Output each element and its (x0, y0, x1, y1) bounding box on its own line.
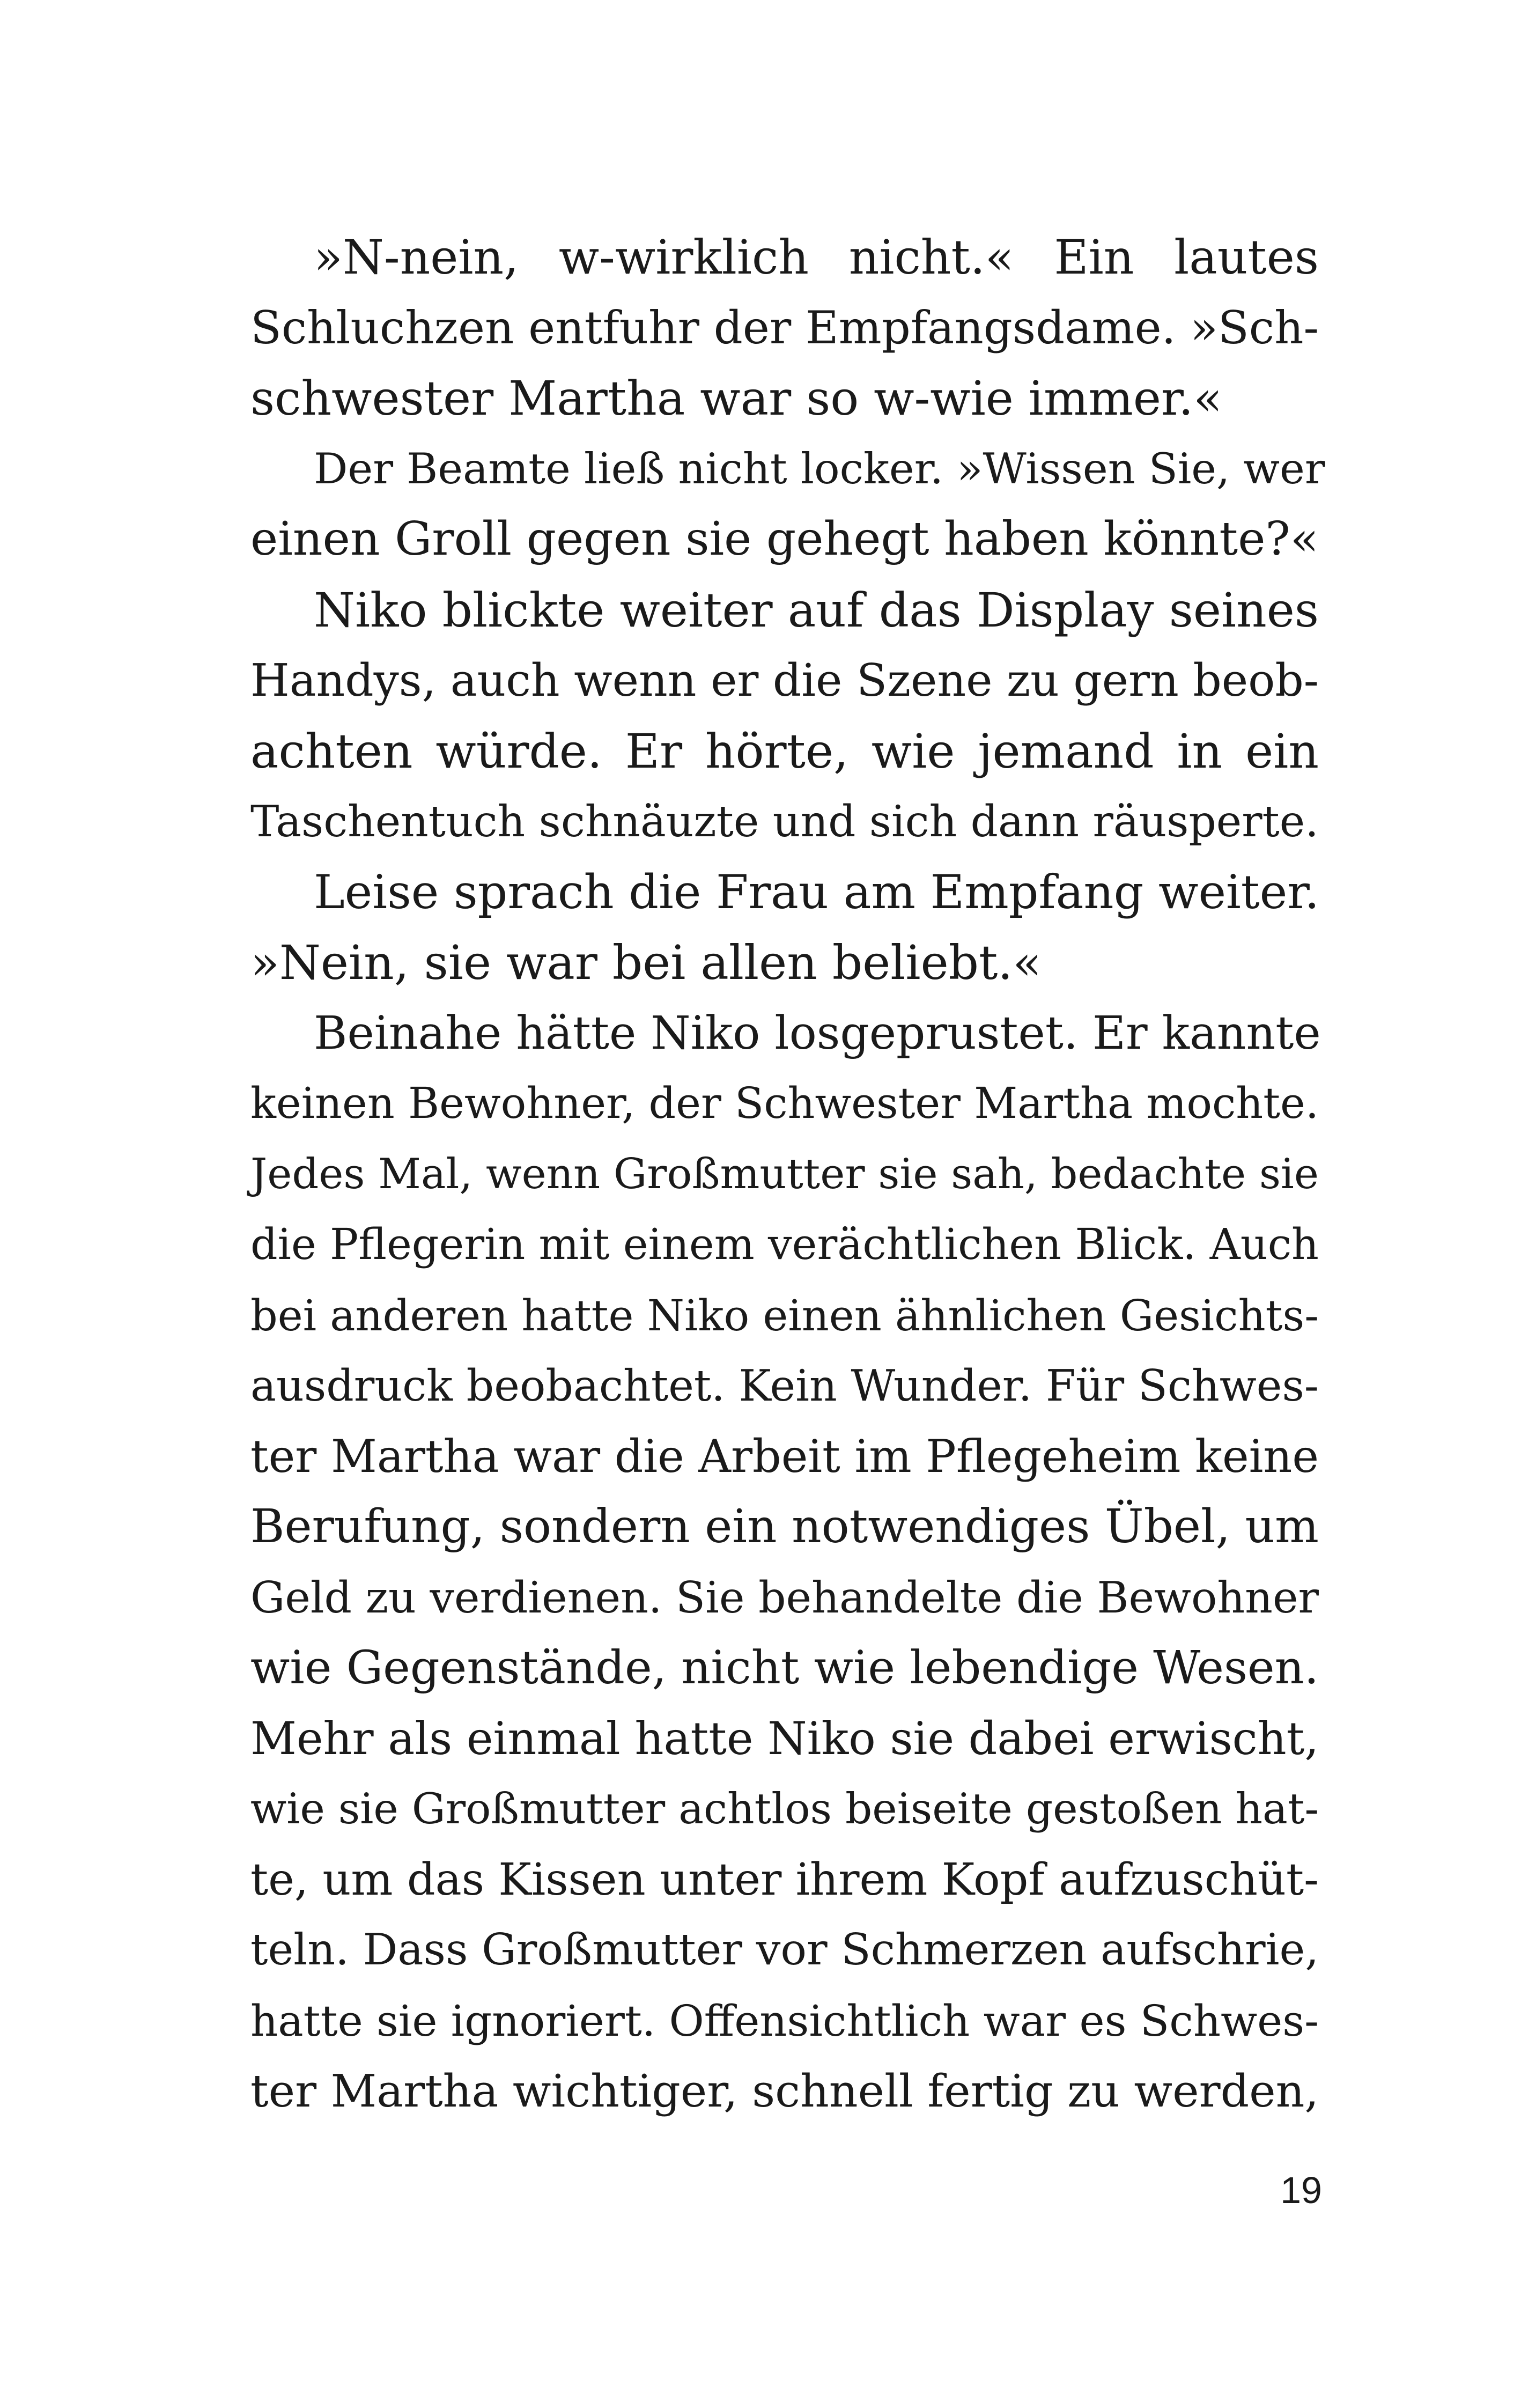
text-line: Mehr als einmal hatte Niko sie dabei erwischt, (250, 1712, 1319, 1765)
text-line: achten würde. Er hörte, wie jemand in ein (250, 723, 1319, 779)
text-line: »N-nein, w-wirklich nicht.« Ein lautes (314, 230, 1319, 285)
text-line: die Pflegerin mit einem verächtlichen Blick. Auch (250, 1220, 1319, 1269)
text-line: schwester Martha war so w-wie immer.« (250, 371, 1223, 426)
body-text (250, 222, 1325, 2127)
text-line: einen Groll gegen sie gehegt haben könnte?« (250, 512, 1319, 566)
text-line: te, um das Kissen unter ihrem Kopf aufzuschüt- (250, 1853, 1319, 1905)
text-line: Niko blickte weiter auf das Display seines (314, 582, 1319, 638)
text-line: bei anderen hatte Niko einen ähnlichen Gesichts- (250, 1290, 1319, 1341)
text-line: keinen Bewohner, der Schwester Martha mochte. (250, 1079, 1319, 1128)
text-line: Jedes Mal, wenn Großmutter sie sah, bedachte sie (250, 1150, 1319, 1198)
text-line: hatte sie ignoriert. Offensichtlich war es Schwes- (250, 1995, 1319, 2046)
text-line: teln. Dass Großmutter vor Schmerzen aufschrie, (250, 1925, 1319, 1975)
text-line: wie sie Großmutter achtlos beiseite gestoßen hat- (250, 1784, 1319, 1833)
text-line: ausdruck beobachtet. Kein Wunder. Für Schwes- (250, 1360, 1319, 1411)
text-line: ter Martha wichtiger, schnell fertig zu werden, (250, 2065, 1319, 2117)
text-line: Geld zu verdienen. Sie behandelte die Bewohner (250, 1572, 1319, 1623)
page-number: 19 (1280, 2169, 1322, 2211)
text-line: Berufung, sondern ein notwendiges Übel, um (250, 1500, 1319, 1553)
text-line: Schluchzen entfuhr der Empfangsdame. »Sch- (250, 301, 1319, 354)
text-line: »Nein, sie war bei allen beliebt.« (250, 935, 1042, 990)
text-line: wie Gegenstände, nicht wie lebendige Wesen. (250, 1641, 1319, 1695)
text-line: Handys, auch wenn er die Szene zu gern beob- (250, 654, 1319, 706)
text-line: Beinahe hätte Niko losgeprustet. Er kannte (314, 1006, 1321, 1060)
text-line: Der Beamte ließ nicht locker. »Wissen Sie, wer (314, 444, 1325, 494)
text-line: Leise sprach die Frau am Empfang weiter. (314, 864, 1319, 919)
text-line: Taschentuch schnäuzte und sich dann räusperte. (250, 797, 1319, 846)
text-line: ter Martha war die Arbeit im Pflegeheim keine (250, 1430, 1319, 1483)
